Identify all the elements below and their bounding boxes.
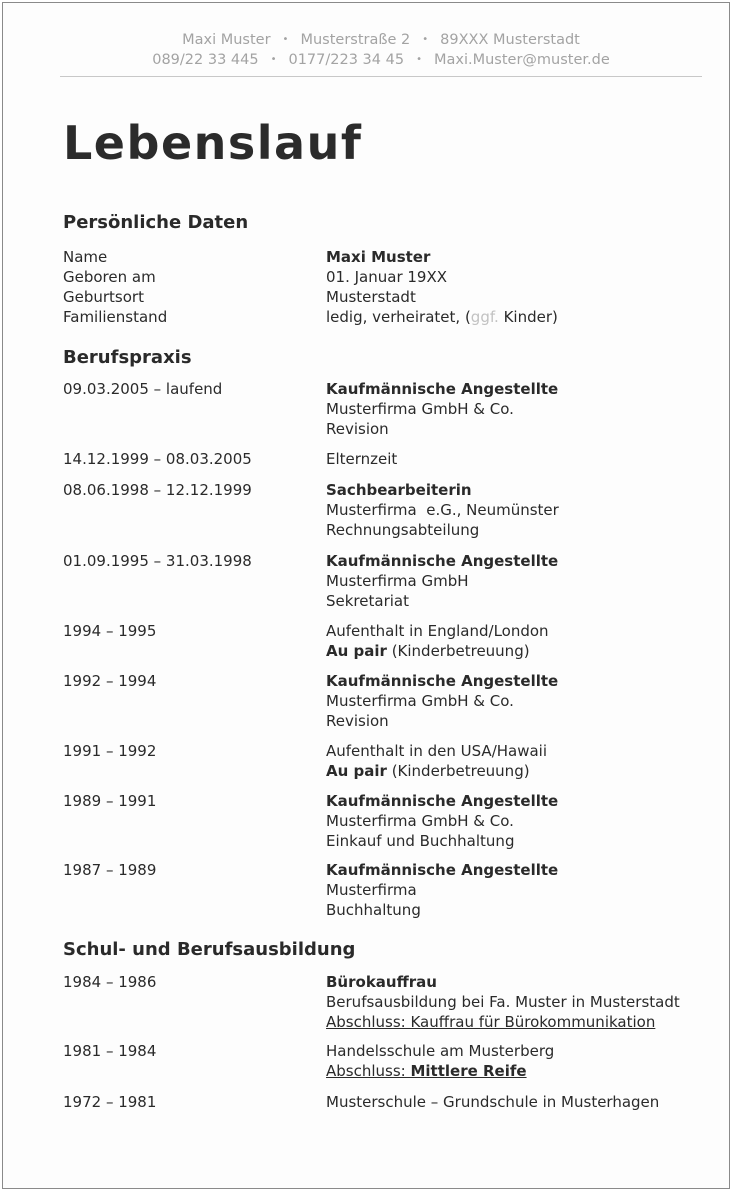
row-value: Maxi Muster: [326, 248, 431, 266]
header-name: Maxi Muster: [182, 32, 271, 48]
entry-date: 1984 – 1986: [63, 973, 157, 991]
entry-title: Sachbearbeiterin: [326, 481, 472, 499]
entry-line: Musterfirma GmbH: [326, 572, 469, 590]
section-heading-education: Schul- und Berufsausbildung: [63, 939, 356, 960]
entry-title: Kaufmännische Angestellte: [326, 672, 559, 690]
row-label: Name: [63, 248, 108, 266]
entry-date: 1989 – 1991: [63, 792, 157, 810]
entry-details: [326, 449, 397, 469]
entry-details: [326, 1092, 659, 1112]
entry-line: Sekretariat: [326, 592, 409, 610]
entry-date: 1972 – 1981: [63, 1093, 157, 1111]
entry-details: [326, 480, 559, 540]
entry-details: [326, 791, 558, 851]
entry-details: [326, 741, 547, 781]
entry-line: Musterfirma GmbH & Co.: [326, 400, 514, 418]
contact-header: [59, 30, 703, 70]
row-value: 01. Januar 19XX: [326, 268, 448, 286]
entry-details: [326, 671, 558, 731]
entry-bold: Au pair: [326, 642, 387, 660]
header-mobile: 0177/223 34 45: [288, 52, 405, 68]
entry-date: 08.06.1998 – 12.12.1999: [63, 481, 252, 499]
entry-title: Elternzeit: [326, 450, 398, 468]
header-separator: •: [416, 54, 422, 65]
page-title: Lebenslauf: [63, 116, 363, 170]
entry-line: Aufenthalt in England/London: [326, 622, 549, 640]
entry-date: 1981 – 1984: [63, 1042, 157, 1060]
entry-line: Aufenthalt in den USA/Hawaii: [326, 742, 548, 760]
entry-line: Abschluss: Kauffrau für Bürokommunikation: [326, 1013, 656, 1031]
header-separator: •: [270, 54, 277, 65]
entry-line: Buchhaltung: [326, 901, 421, 919]
entry-title: Kaufmännische Angestellte: [326, 792, 559, 810]
entry-line: [326, 1061, 554, 1081]
row-value: [326, 307, 558, 327]
entry-title: Kaufmännische Angestellte: [326, 380, 559, 398]
family-value-part: Kinder): [498, 308, 558, 326]
entry-line: Handelsschule am Musterberg: [326, 1042, 555, 1060]
entry-title: Kaufmännische Angestellte: [326, 861, 559, 879]
entry-date: 09.03.2005 – laufend: [63, 380, 223, 398]
row-label: Geboren am: [63, 268, 156, 286]
entry-details: [326, 551, 558, 611]
entry-line: Rechnungsabteilung: [326, 521, 480, 539]
entry-line: Musterfirma: [326, 881, 417, 899]
entry-line: Musterfirma e.G., Neumünster: [326, 501, 559, 519]
header-city: 89XXX Musterstadt: [440, 32, 580, 48]
entry-details: [326, 1041, 554, 1081]
entry-details: [326, 860, 558, 920]
row-label: Familienstand: [63, 308, 168, 326]
row-label: Geburtsort: [63, 288, 144, 306]
entry-date: 1987 – 1989: [63, 861, 157, 879]
entry-line: [326, 761, 547, 781]
entry-date: 01.09.1995 – 31.03.1998: [63, 552, 252, 570]
entry-details: [326, 972, 680, 1032]
entry-bold: Au pair: [326, 762, 387, 780]
entry-rest: (Kinderbetreuung): [386, 762, 530, 780]
row-value: Musterstadt: [326, 288, 416, 306]
entry-pre: Abschluss:: [326, 1062, 411, 1080]
header-street: Musterstraße 2: [300, 32, 411, 48]
cv-page: [2, 2, 730, 1189]
family-value-faint: ggf.: [470, 308, 499, 326]
header-contact-line: [59, 50, 703, 70]
entry-title: Bürokauffrau: [326, 973, 437, 991]
entry-details: [326, 621, 549, 661]
entry-date: 1992 – 1994: [63, 672, 157, 690]
section-heading-personal: Persönliche Daten: [63, 212, 249, 233]
header-address-line: [59, 30, 703, 50]
header-email: Maxi.Muster@muster.de: [433, 52, 610, 68]
entry-rest: (Kinderbetreuung): [386, 642, 530, 660]
entry-date: 14.12.1999 – 08.03.2005: [63, 450, 252, 468]
entry-line: Musterschule – Grundschule in Musterhagen: [326, 1093, 660, 1111]
entry-line: Revision: [326, 420, 389, 438]
entry-details: [326, 379, 558, 439]
header-separator: •: [422, 34, 429, 45]
entry-line: Revision: [326, 712, 389, 730]
entry-title: Kaufmännische Angestellte: [326, 552, 559, 570]
section-heading-work: Berufspraxis: [63, 347, 192, 368]
entry-line: Einkauf und Buchhaltung: [326, 832, 515, 850]
entry-line: Berufsausbildung bei Fa. Muster in Musterstadt: [326, 993, 680, 1011]
header-divider: [60, 76, 702, 77]
entry-line: [326, 641, 549, 661]
entry-bold: Mittlere Reife: [410, 1062, 527, 1080]
entry-date: 1991 – 1992: [63, 742, 157, 760]
header-phone: 089/22 33 445: [152, 52, 259, 68]
entry-line: Musterfirma GmbH & Co.: [326, 692, 514, 710]
family-value-part: ledig, verheiratet, (: [326, 308, 471, 326]
entry-date: 1994 – 1995: [63, 622, 157, 640]
header-separator: •: [282, 34, 289, 45]
entry-line: Musterfirma GmbH & Co.: [326, 812, 514, 830]
